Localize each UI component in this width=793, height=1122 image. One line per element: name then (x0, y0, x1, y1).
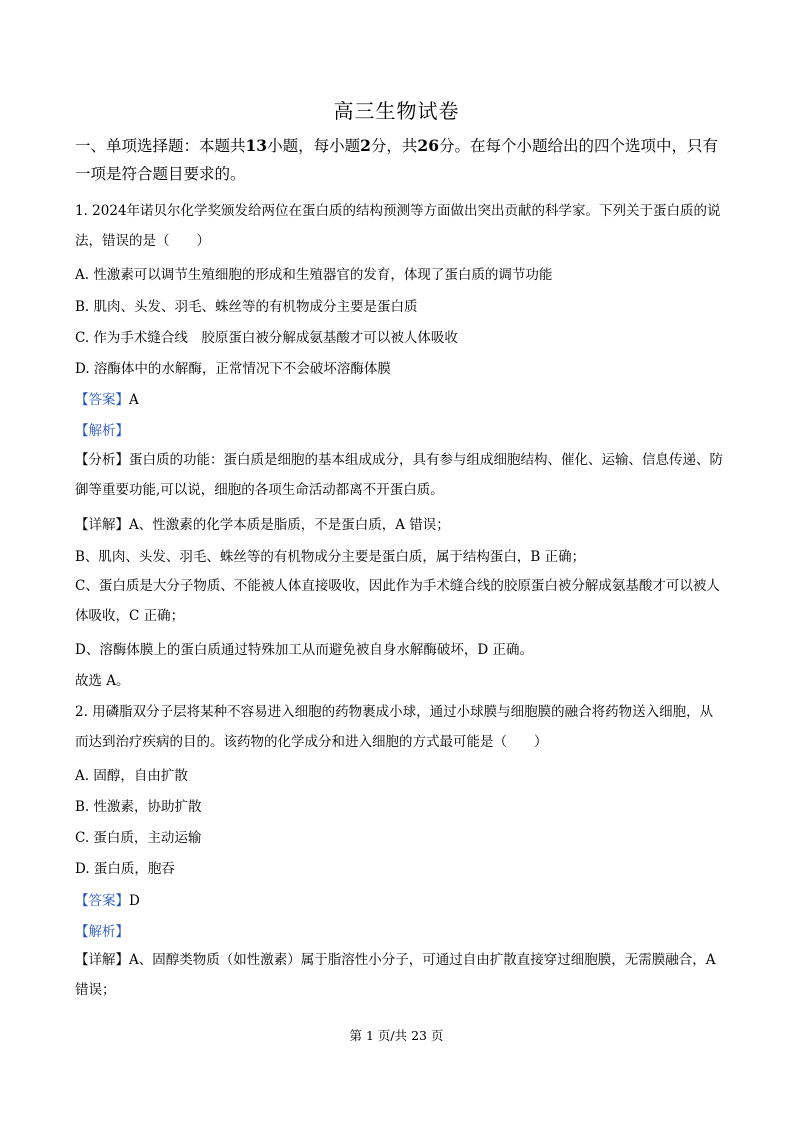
detail-tag: 【详解】 (75, 952, 129, 968)
page-title: 高三生物试卷 (333, 99, 460, 123)
q2-option-d: D. 蛋白质，胞吞 (75, 861, 175, 877)
answer-tag: 【答案】 (75, 392, 129, 408)
q1-answer: 【答案】A (75, 392, 139, 408)
q1-detail-c: C、蛋白质是大分子物质、不能被人体直接吸收，因此作为手术缝合线的胶原蛋白被分解成氨基酸才可以被人体吸收，C 正确； (75, 578, 720, 624)
fenxi-tag: 【分析】 (75, 452, 129, 468)
q2-option-c: C. 蛋白质，主动运输 (75, 830, 202, 846)
q1-conclusion: 故选 A。 (75, 673, 130, 689)
q1-option-b: B. 肌肉、头发、羽毛、蛛丝等的有机物成分主要是蛋白质 (75, 299, 418, 315)
page-footer: 第 1 页/共 23 页 (349, 1028, 444, 1043)
detail-tag: 【详解】 (75, 517, 129, 533)
answer-tag: 【答案】 (75, 893, 129, 909)
q2-detail-a: 【详解】A、固醇类物质（如性激素）属于脂溶性小分子，可通过自由扩散直接穿过细胞膜，无需膜融合，A 错误； (75, 952, 716, 998)
q1-analysis-tag: 【解析】 (75, 423, 129, 439)
q1-option-c: C. 作为手术缝合线 胶原蛋白被分解成氨基酸才可以被人体吸收 (75, 330, 458, 346)
q1-fenxi: 【分析】蛋白质的功能：蛋白质是细胞的基本组成成分，具有参与组成细胞结构、催化、运输、信息传递、防御等重要功能,可以说，细胞的各项生命活动都离不开蛋白质。 (75, 452, 723, 498)
q1-stem: 1. 2024年诺贝尔化学奖颁发给两位在蛋白质的结构预测等方面做出突出贡献的科学家。下列关于蛋白质的说法，错误的是（ ） (75, 203, 721, 249)
q1-option-a: A. 性激素可以调节生殖细胞的形成和生殖器官的发育，体现了蛋白质的调节功能 (75, 267, 553, 283)
q1-detail-d: D、溶酶体膜上的蛋白质通过特殊加工从而避免被自身水解酶破坏，D 正确。 (75, 642, 533, 658)
q2-option-a: A. 固醇，自由扩散 (75, 768, 188, 784)
q1-option-d: D. 溶酶体中的水解酶，正常情况下不会破坏溶酶体膜 (75, 361, 391, 377)
q2-analysis-tag: 【解析】 (75, 924, 129, 940)
q2-answer: 【答案】D (75, 893, 140, 909)
q1-detail-b: B、肌肉、头发、羽毛、蛛丝等的有机物成分主要是蛋白质，属于结构蛋白，B 正确； (75, 549, 586, 565)
q2-stem: 2. 用磷脂双分子层将某种不容易进入细胞的药物裹成小球，通过小球膜与细胞膜的融合将药物送入细胞，从而达到治疗疾病的目的。该药物的化学成分和进入细胞的方式最可能是（ ） (75, 704, 714, 750)
q1-detail-a: 【详解】A、性激素的化学本质是脂质，不是蛋白质，A 错误； (75, 517, 450, 533)
q2-option-b: B. 性激素，协助扩散 (75, 799, 202, 815)
section-header: 一、单项选择题：本题共13小题，每小题2分，共26分。在每个小题给出的四个选项中，只有一项是符合题目要求的。 (75, 136, 719, 183)
